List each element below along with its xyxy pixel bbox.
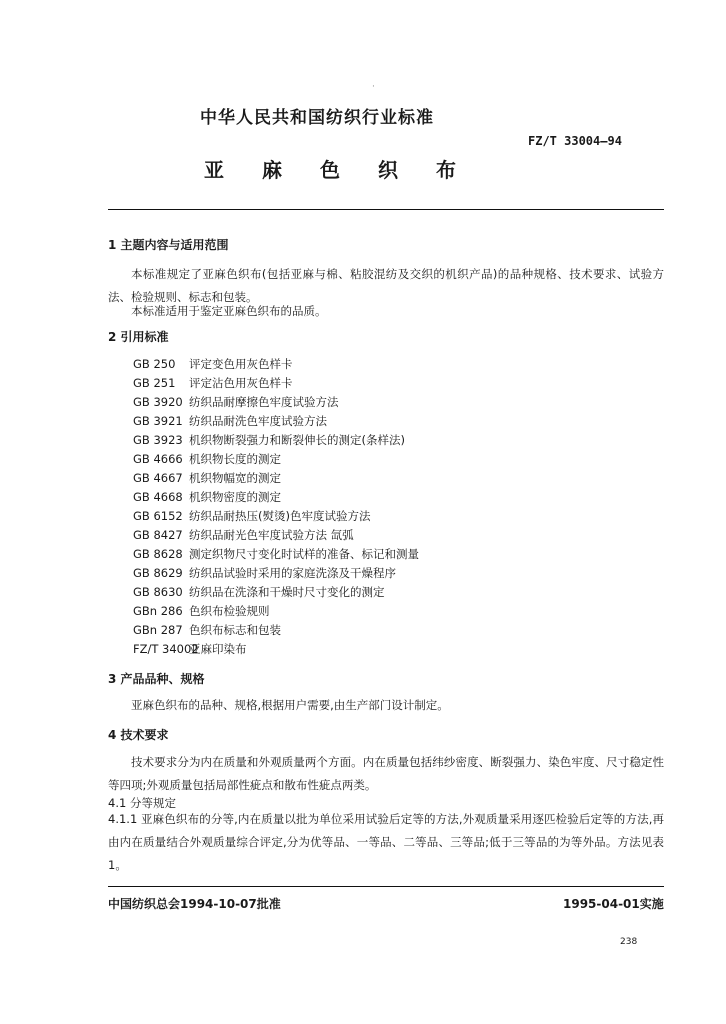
- reference-item: [133, 451, 281, 467]
- header-rule: [108, 209, 664, 210]
- reference-title: 机织物断裂强力和断裂伸长的测定(条样法): [189, 433, 405, 447]
- document-title: 亚麻色织布: [204, 158, 494, 182]
- reference-title: 测定织物尺寸变化时试样的准备、标记和测量: [189, 547, 419, 561]
- reference-code: GB 3921: [133, 414, 183, 428]
- reference-code: FZ/T 34002: [133, 642, 199, 656]
- reference-title: 亚麻印染布: [189, 642, 247, 656]
- effective-date: 1995-04-01实施: [563, 897, 664, 911]
- reference-code: GB 4666: [133, 452, 183, 466]
- reference-title: 评定沾色用灰色样卡: [189, 376, 293, 390]
- reference-item: [133, 394, 339, 410]
- reference-item: [133, 527, 354, 543]
- reference-item: [133, 603, 270, 619]
- reference-item: [133, 641, 247, 657]
- section-4-1-heading: 4.1 分等规定: [108, 796, 176, 810]
- scan-mark: ·: [372, 82, 375, 92]
- reference-item: [133, 546, 419, 562]
- reference-code: GB 8630: [133, 585, 183, 599]
- reference-item: [133, 565, 396, 581]
- section-2-heading: 2 引用标准: [108, 330, 169, 344]
- reference-code: GB 3920: [133, 395, 183, 409]
- reference-title: 评定变色用灰色样卡: [189, 357, 293, 371]
- reference-title: 纺织品在洗涤和干燥时尺寸变化的测定: [189, 585, 385, 599]
- page-number: 238: [620, 937, 638, 947]
- reference-code: GB 8427: [133, 528, 183, 542]
- footer-rule: [108, 886, 664, 887]
- reference-code: GB 250: [133, 357, 176, 371]
- reference-title: 纺织品耐热压(熨烫)色牢度试验方法: [189, 509, 371, 523]
- reference-code: GB 8629: [133, 566, 183, 580]
- reference-title: 机织物幅宽的测定: [189, 471, 281, 485]
- reference-item: [133, 413, 327, 429]
- section-4-heading: 4 技术要求: [108, 728, 169, 742]
- reference-item: [133, 508, 370, 524]
- standard-code: FZ/T 33004—94: [528, 134, 622, 148]
- section-3-paragraph-1: 亚麻色织布的品种、规格,根据用户需要,由生产部门设计制定。: [131, 698, 449, 712]
- reference-item: [133, 470, 281, 486]
- reference-item: [133, 432, 405, 448]
- reference-title: 纺织品耐光色牢度试验方法 氙弧: [189, 528, 354, 542]
- standard-name: 中华人民共和国纺织行业标准: [200, 108, 434, 128]
- section-1-paragraph-2: 本标准适用于鉴定亚麻色织布的品质。: [131, 304, 327, 318]
- reference-title: 纺织品耐洗色牢度试验方法: [189, 414, 327, 428]
- reference-item: [133, 489, 281, 505]
- reference-code: GB 4668: [133, 490, 183, 504]
- reference-title: 机织物密度的测定: [189, 490, 281, 504]
- section-4-paragraph-1: 技术要求分为内在质量和外观质量两个方面。内在质量包括纬纱密度、断裂强力、染色牢度、尺寸稳定性等四项;外观质量包括局部性疵点和散布性疵点两类。: [108, 755, 664, 792]
- reference-code: GBn 286: [133, 604, 183, 618]
- reference-code: GB 4667: [133, 471, 183, 485]
- reference-code: GB 6152: [133, 509, 183, 523]
- section-1-paragraph-1: 本标准规定了亚麻色织布(包括亚麻与棉、粘胶混纺及交织的机织产品)的品种规格、技术要求、试验方法、检验规则、标志和包装。: [108, 267, 664, 304]
- reference-title: 色织布检验规则: [189, 604, 270, 618]
- reference-title: 纺织品耐摩擦色牢度试验方法: [189, 395, 339, 409]
- section-3-heading: 3 产品品种、规格: [108, 672, 205, 686]
- reference-code: GB 8628: [133, 547, 183, 561]
- reference-code: GBn 287: [133, 623, 183, 637]
- reference-title: 纺织品试验时采用的家庭洗涤及干燥程序: [189, 566, 396, 580]
- reference-code: GB 251: [133, 376, 176, 390]
- reference-item: [133, 356, 293, 372]
- section-1-heading: 1 主题内容与适用范围: [108, 238, 229, 252]
- reference-item: [133, 622, 281, 638]
- reference-item: [133, 584, 385, 600]
- reference-item: [133, 375, 293, 391]
- reference-title: 机织物长度的测定: [189, 452, 281, 466]
- reference-code: GB 3923: [133, 433, 183, 447]
- reference-title: 色织布标志和包装: [189, 623, 281, 637]
- approval-date: 中国纺织总会1994-10-07批准: [108, 897, 281, 911]
- section-4-1-1-paragraph: 4.1.1 亚麻色织布的分等,内在质量以批为单位采用试验后定等的方法,外观质量采用逐匹检验后定等的方法,再由内在质量结合外观质量综合评定,分为优等品、一等品、二等品、三等品;低于三等品的为等外品。方法见表1。: [108, 812, 664, 872]
